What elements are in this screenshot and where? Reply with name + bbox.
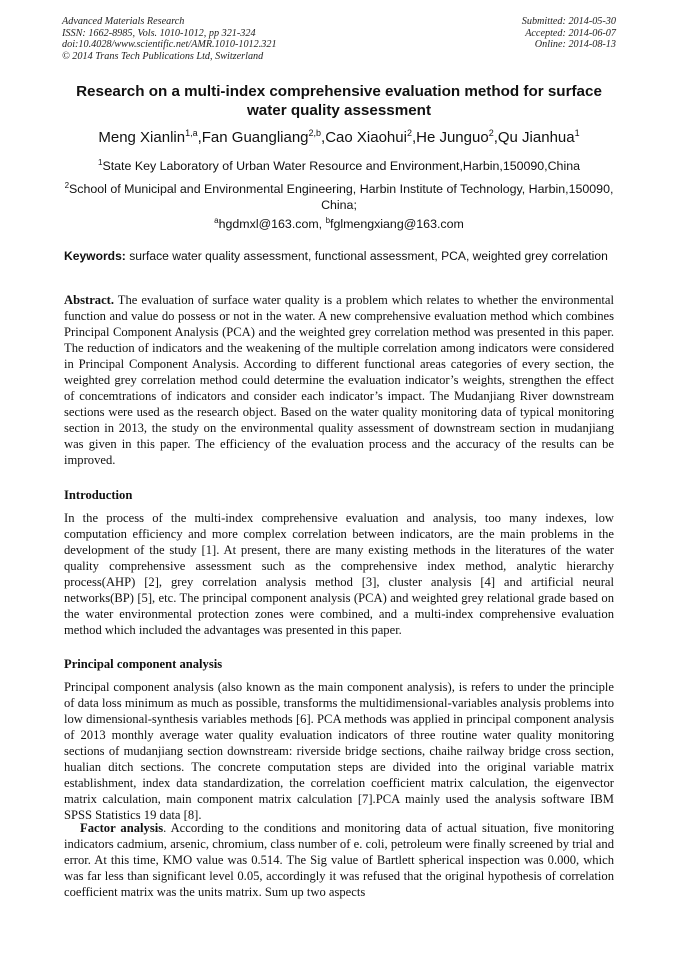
- author-sup: 2: [406, 128, 412, 138]
- email-link[interactable]: hgdmxl@163.com,: [218, 217, 326, 232]
- author-name: Qu Jianhua: [497, 129, 575, 146]
- author-name: Cao Xiaohui: [325, 129, 407, 146]
- journal-name: Advanced Materials Research: [62, 16, 185, 27]
- affiliation-sup: 1: [98, 158, 103, 167]
- author-sup: 1: [574, 128, 580, 138]
- online-date: Online: 2014-08-13: [534, 39, 616, 51]
- email-sup: a: [214, 216, 219, 225]
- keywords-label: Keywords:: [64, 249, 126, 263]
- author-name: Fan Guangliang: [201, 129, 309, 146]
- author-name: He Junguo: [416, 129, 489, 146]
- author-list: Meng Xianlin$^{1,a}$,Fan Guangliang$^{2,b}$,Cao Xiaohui$^2$,He Junguo$^2$,Qu Jianhua$^1$: [98, 128, 580, 146]
- factor-analysis-paragraph: [64, 820, 614, 900]
- email-sup: b: [325, 216, 331, 225]
- keywords-text: surface water quality assessment, functional assessment, PCA, weighted grey correlation: [125, 249, 608, 263]
- paper-title: Research on a multi-index comprehensive evaluation method for surface water quality assessment: [76, 83, 602, 119]
- author-emails: [60, 213, 618, 232]
- journal-info: [62, 16, 277, 62]
- affiliation-sup: 2: [64, 181, 70, 190]
- introduction-paragraph: In the process of the multi-index comprehensive evaluation and analysis, too many indexes, low computation efficiency and more complex correlation between indicators, are the main problems in the development of the study [1]. At present, there are many existing methods in the literatures of the water quality comprehensive assessment such as the comprehensive index method, analytic hierarchy process(AHP) [2], grey correlation analysis method [3], cluster analysis [4] and artificial neural networks(BP) [5], etc. The principal component analysis (PCA) and weighted grey relational grade based on the water environmental protection zones were combined, and a multi-index comprehensive evaluation method which included the advantages was presented in this paper.: [64, 511, 614, 637]
- email-link[interactable]: fglmengxiang@163.com: [330, 217, 464, 232]
- submission-dates: [522, 16, 616, 51]
- doi-line: doi:10.4028/www.scientific.net/AMR.1010-1012.321: [62, 39, 277, 51]
- affiliation-2: [60, 178, 618, 213]
- issn-line: ISSN: 1662-8985, Vols. 1010-1012, pp 321-324: [62, 27, 256, 39]
- keywords: [64, 249, 614, 263]
- abstract-label: Abstract.: [64, 293, 115, 307]
- factor-analysis-label: Factor analysis: [80, 821, 164, 835]
- factor-analysis-text: . According to the conditions and monitoring data of actual situation, five monitoring indicators cadmium, arsenic, chromium, class number of e. coli, petroleum were finally screened by trial and error. At this time, KMO value was 0.514. The Sig value of Bartlett spherical inspection was 0.000, which was far less than significant level 0.05, accordingly it was refused that the original hypothesis of correlation coefficient matrix was the units matrix. Sum up two aspects: [64, 821, 614, 899]
- abstract: [64, 292, 614, 468]
- pca-paragraph: Principal component analysis (also known as the main component analysis), is refers to under the principle of data loss minimum as much as possible, transforms the multidimensional-variables analysis problems into low dimensional-synthesis variables methods [6]. PCA methods was applied in principal component analysis of 2013 monthly average water quality evaluation indicators of three routine water quality monitoring sections of mudanjiang section downstream: riverside bridge sections, chaihe railway bridge cross section, hualian ditch sections. The concrete computation steps are divided into the original variable matrix establishment, index data standardization, the correlation coefficient matrix calculation, the eigenvector matrix calculation, main component matrix calculation [7].PCA mainly used the analysis software IBM SPSS Statistics 19 data [8].: [64, 680, 614, 822]
- author-sup: 2,b: [308, 128, 322, 138]
- section-heading-pca: Principal component analysis: [64, 657, 223, 671]
- accepted-date: Accepted: 2014-06-07: [525, 27, 616, 39]
- author-name: Meng Xianlin: [98, 129, 186, 146]
- copyright-line: © 2014 Trans Tech Publications Ltd, Switzerland: [62, 50, 264, 62]
- affiliation-text: School of Municipal and Environmental Engineering, Harbin Institute of Technology, Harbin,150090, China;: [69, 182, 614, 213]
- abstract-text: The evaluation of surface water quality is a problem which relates to whether the environmental function and value do possess or not in the water. A new comprehensive evaluation method which combines Principal Component Analysis (PCA) and the weighted grey correlation method was presented in this paper. The reduction of indicators and the weakening of the multiple correlation among indicators were considered in Principal Component Analysis. According to different functional areas categories of every section, the weighted grey correlation method could determine the evaluation indicator’s weights, strengthen the effect of concemtrations of indicators and consider each indicator’s impact. The Mudanjiang River downstream sections were used as the research object. Based on the water quality monitoring data of typical monitoring section in 2013, the study on the environmental quality assessment of downstream section in mudanjiang was given in this paper. The efficiency of the evaluation process and the accuracy of the results can be improved.: [64, 293, 614, 467]
- author-sup: 2: [488, 128, 494, 138]
- author-sup: 1,a: [185, 128, 198, 138]
- submitted-date: Submitted: 2014-05-30: [521, 16, 616, 27]
- affiliation-text: State Key Laboratory of Urban Water Resource and Environment,Harbin,150090,China: [102, 159, 580, 174]
- affiliation-1: [60, 155, 618, 174]
- section-heading-introduction: Introduction: [64, 488, 133, 502]
